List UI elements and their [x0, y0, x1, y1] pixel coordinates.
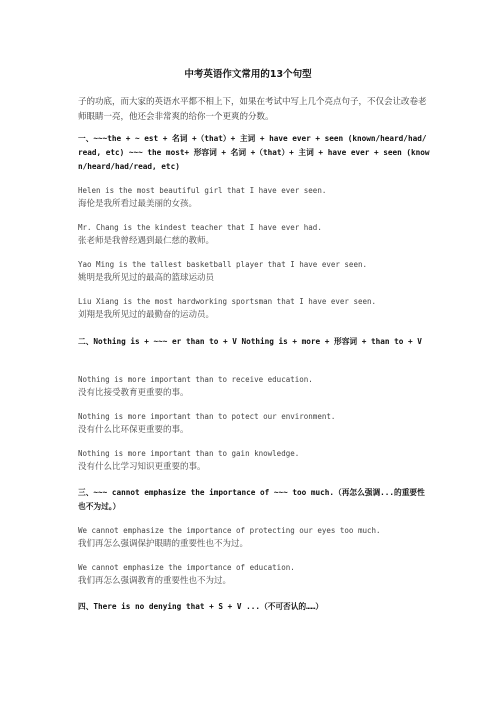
example-zh: 姚明是我所见过的最高的篮球运动员 — [78, 273, 215, 283]
example-en: Mr. Chang is the kindest teacher that I have ever had. — [78, 223, 322, 232]
example-en: Nothing is more important than to gain knowledge. — [78, 449, 300, 458]
section-4-heading: 四、There is no denying that + S + V ...（不可否认的……） — [78, 602, 324, 611]
example-en: Yao Ming is the tallest basketball player that I have ever seen. — [78, 260, 367, 269]
example-zh: 没有什么比学习知识更重要的事。 — [78, 462, 206, 472]
example-en: We cannot emphasize the importance of protecting our eyes too much. — [78, 526, 381, 535]
example-en: Helen is the most beautiful girl that I have ever seen. — [78, 186, 327, 195]
example-zh: 我们再怎么强调保护眼睛的重要性也不为过。 — [78, 539, 249, 549]
example-zh: 张老师是我曾经遇到最仁慈的教师。 — [78, 236, 215, 246]
document-title: 中考英语作文常用的13个句型 — [184, 69, 312, 80]
example-en: Nothing is more important than to potect our environment. — [78, 412, 336, 421]
section-3-heading: 三、~~~ cannot emphasize the importance of ~~~ too much.（再怎么强调...的重要性也不为过。） — [78, 488, 425, 511]
example-zh: 我们再怎么强调教育的重要性也不为过。 — [78, 576, 232, 586]
intro-paragraph: 子的功底，而大家的英语水平都不相上下，如果在考试中写上几个亮点句子，不仅会让改卷老师眼睛一亮，他还会非常爽的给你一个更爽的分数。 — [78, 97, 427, 122]
section-2-heading: 二、Nothing is + ~~~ er than to + V Nothing is + more + 形容词 + than to + V — [78, 337, 422, 346]
example-zh: 没有什么比环保更重要的事。 — [78, 425, 189, 435]
example-zh: 海伦是我所看过最美丽的女孩。 — [78, 199, 198, 209]
example-zh: 没有比接受教育更重要的事。 — [78, 388, 189, 398]
example-en: Liu Xiang is the most hardworking sportsman that I have ever seen. — [78, 297, 377, 306]
example-en: Nothing is more important than to receive education. — [78, 375, 313, 384]
example-en: We cannot emphasize the importance of education. — [78, 563, 295, 572]
example-zh: 刘翔是我所见过的最勤奋的运动员。 — [78, 310, 215, 320]
section-1-heading: 一、~~~the + ~ est + 名词 +（that）+ 主词 + have ever + seen (known/heard/had/read, etc) ~~~ the most+ 形容词 + 名词 +（that）+ 主词 + have ever + seen (known/heard/had/read, etc) — [78, 134, 430, 171]
